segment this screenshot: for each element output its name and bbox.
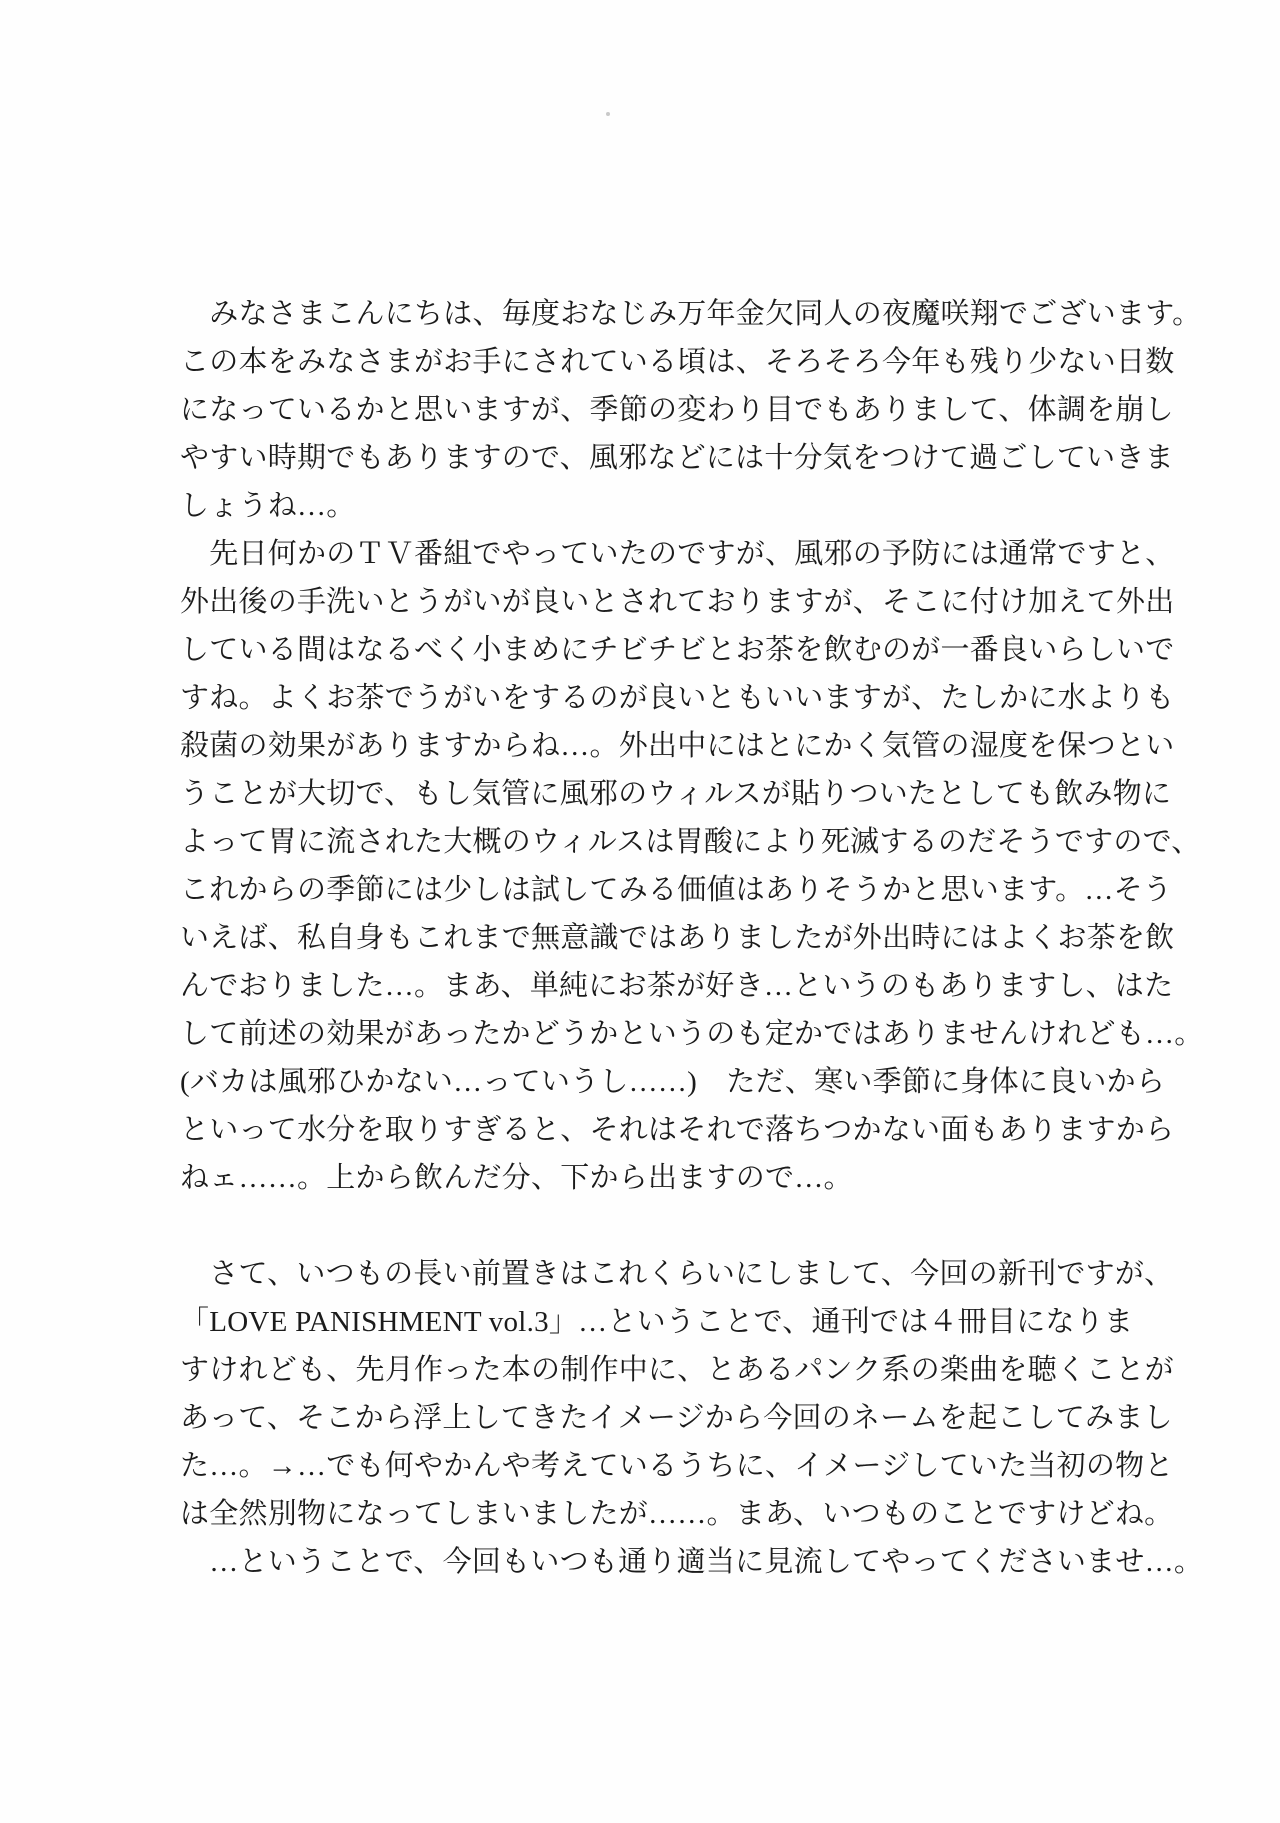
text-line: して前述の効果があったかどうかというのも定かではありませんけれども…。 <box>180 1018 1204 1050</box>
paragraph <box>180 1250 1174 1538</box>
text-line: になっているかと思いますが、季節の変わり目でもありまして、体調を崩し <box>180 394 1174 426</box>
text-line: みなさまこんにちは、毎度おなじみ万年金欠同人の夜魔咲翔でございます。 <box>180 298 1202 330</box>
text-line: すけれども、先月作った本の制作中に、とあるパンク系の楽曲を聴くことが <box>180 1354 1174 1386</box>
text-line: さて、いつもの長い前置きはこれくらいにしまして、今回の新刊ですが、 <box>180 1258 1174 1290</box>
text-line: あって、そこから浮上してきたイメージから今回のネームを起こしてみまし <box>180 1402 1173 1434</box>
text-line: している間はなるべく小まめにチビチビとお茶を飲むのが一番良いらしいで <box>180 634 1175 666</box>
text-line: 先日何かのＴＶ番組でやっていたのですが、風邪の予防には通常ですと、 <box>180 538 1175 570</box>
paragraph <box>180 1538 1204 1586</box>
text-line: やすい時期でもありますので、風邪などには十分気をつけて過ごしていきま <box>180 442 1174 474</box>
text-line: すね。よくお茶でうがいをするのが良いともいいますが、たしかに水よりも <box>180 682 1175 714</box>
text-line: よって胃に流された大概のウィルスは胃酸により死滅するのだそうですので、 <box>180 826 1201 858</box>
text-line: これからの季節には少しは試してみる価値はありそうかと思います。…そう <box>180 874 1173 906</box>
scan-speck <box>606 112 610 116</box>
text-line: うことが大切で、もし気管に風邪のウィルスが貼りついたとしても飲み物に <box>180 778 1172 810</box>
text-line: 「LOVE PANISHMENT vol.3」…ということで、通刊では４冊目になりま <box>180 1306 1134 1338</box>
text-line: た…。→…でも何やかんや考えているうちに、イメージしていた当初の物と <box>180 1450 1174 1482</box>
text-line: …ということで、今回もいつも通り適当に見流してやってくださいませ…。 <box>180 1546 1204 1578</box>
text-line: ねェ……。上から飲んだ分、下から出ますので…。 <box>180 1162 853 1194</box>
text-line: 殺菌の効果がありますからね…。外出中にはとにかく気管の湿度を保つとい <box>180 730 1175 762</box>
paragraph <box>180 290 1202 530</box>
text-line: んでおりました…。まあ、単純にお茶が好き…というのもありますし、はた <box>180 970 1174 1002</box>
text-line: (バカは風邪ひかない…っていうし……) ただ、寒い季節に身体に良いから <box>180 1066 1166 1098</box>
paragraph <box>180 530 1204 1202</box>
text-line: しょうね…。 <box>180 490 356 522</box>
text-line: この本をみなさまがお手にされている頃は、そろそろ今年も残り少ない日数 <box>180 346 1175 378</box>
text-line: は全然別物になってしまいましたが……。まあ、いつものことですけどね。 <box>180 1498 1174 1530</box>
text-line: といって水分を取りすぎると、それはそれで落ちつかない面もありますから <box>180 1114 1175 1146</box>
text-line: 外出後の手洗いとうがいが良いとされておりますが、そこに付け加えて外出 <box>180 586 1175 618</box>
text-line: いえば、私自身もこれまで無意識ではありましたが外出時にはよくお茶を飲 <box>180 922 1175 954</box>
afterword-text <box>180 290 1204 1586</box>
